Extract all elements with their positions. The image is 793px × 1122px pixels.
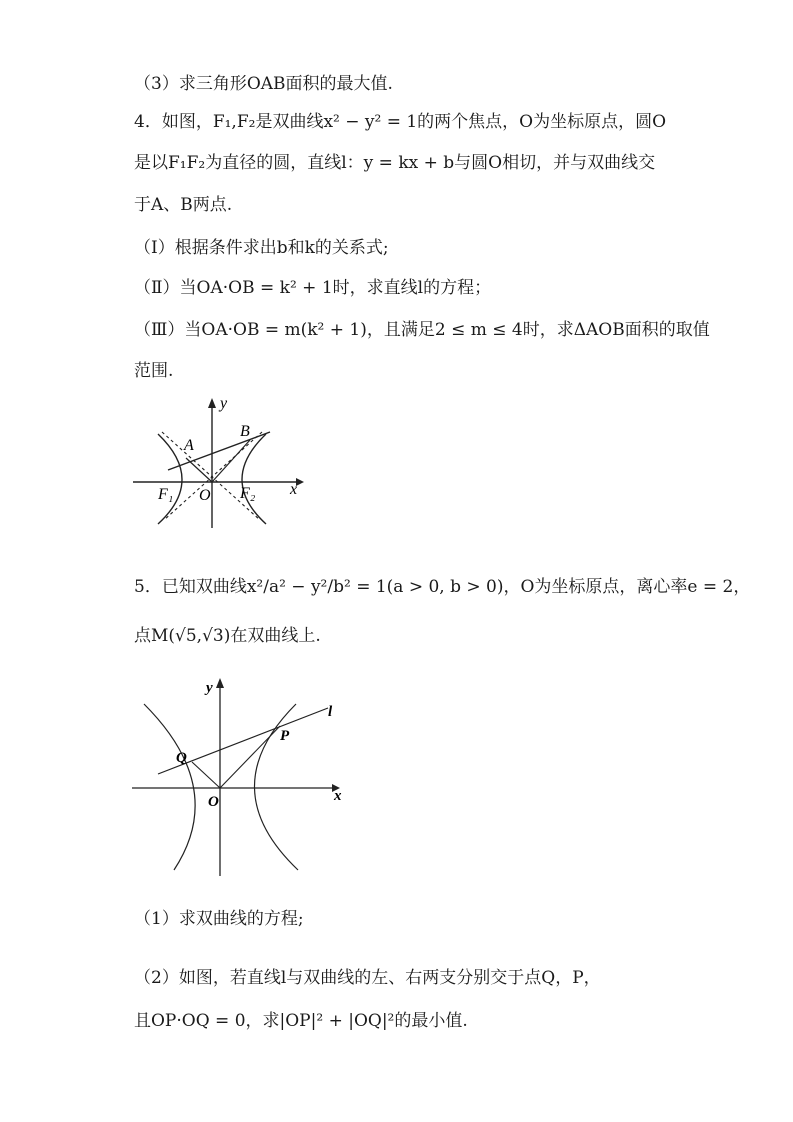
left-branch — [158, 434, 182, 524]
y-label: y — [206, 680, 213, 696]
problem5-q2: （2）如图，若直线l与双曲线的左、右两支分别交于点Q，P， — [134, 968, 601, 988]
x-label: x — [290, 481, 298, 498]
A-label: A — [184, 437, 194, 454]
problem4-part1: （Ⅰ）根据条件求出b和k的关系式; — [134, 238, 389, 258]
x-axis-arrow — [296, 478, 304, 486]
O-label: O — [208, 794, 219, 810]
problem5-q2-cont: 且OP·OQ = 0，求|OP|² + |OQ|²的最小值. — [134, 1011, 468, 1031]
problem5-line2: 点M(√5,√3)在双曲线上. — [134, 626, 321, 646]
B-label: B — [240, 423, 250, 440]
y-label: y — [220, 395, 228, 412]
problem5-q1: （1）求双曲线的方程; — [134, 909, 304, 929]
y-axis-arrow — [216, 678, 224, 688]
right-branch — [242, 434, 266, 524]
Q-label: Q — [176, 750, 187, 766]
P-label: P — [280, 728, 290, 744]
F2-label: F₂ — [240, 485, 256, 502]
F1-label: F₁ — [158, 486, 174, 503]
problem4-part3: （Ⅲ）当OA·OB = m(k² + 1)，且满足2 ≤ m ≤ 4时，求ΔAOB面积的取值 — [134, 320, 710, 340]
right-branch — [254, 704, 298, 870]
segment-OP — [220, 726, 280, 788]
l-label: l — [328, 704, 333, 720]
problem4-line2: 是以F₁F₂为直径的圆，直线l：y = kx + b与圆O相切，并与双曲线交 — [134, 153, 656, 173]
problem5-figure — [128, 672, 358, 882]
asymptote-2 — [164, 432, 262, 520]
y-axis-arrow — [208, 398, 216, 408]
x-label: x — [334, 788, 342, 804]
problem4-part2: （Ⅱ）当OA·OB = k² + 1时，求直线l的方程； — [134, 278, 492, 298]
problem4-part3-cont: 范围. — [134, 361, 174, 381]
problem4-line3: 于A、B两点. — [134, 195, 233, 215]
problem4-figure — [128, 392, 308, 532]
problem4-line1: 4．如图，F₁,F₂是双曲线x² − y² = 1的两个焦点，O为坐标原点，圆O — [134, 112, 667, 132]
segment-OQ — [192, 762, 220, 788]
q3-area-max: （3）求三角形OAB面积的最大值. — [134, 74, 393, 94]
O-label: O — [199, 487, 211, 504]
segment-OA — [186, 458, 212, 482]
problem5-line1: 5．已知双曲线x²/a² − y²/b² = 1(a > 0, b > 0)，O为坐标原点，离心率e = 2， — [134, 577, 751, 597]
left-branch — [144, 704, 195, 870]
